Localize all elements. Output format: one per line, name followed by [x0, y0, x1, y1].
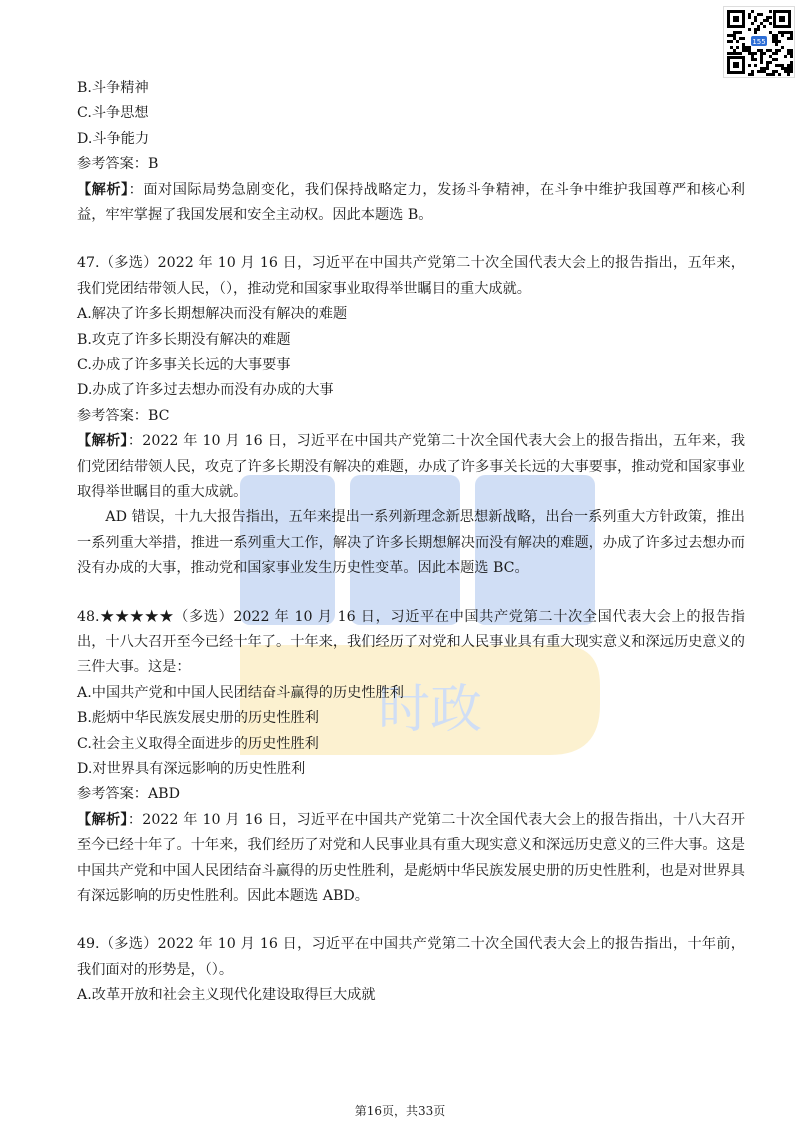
qr-code	[723, 6, 795, 78]
q47-answer: 参考答案：BC	[77, 407, 170, 424]
q46-option-b: B.斗争精神	[77, 80, 149, 96]
q48-stem: 48.★★★★★（多选）2022 年 10 月 16 日，习近平在中国共产党第二十次全国代表大会上的报告指出，十八大召开至今已经十年了。十年来，我们经历了对党和人民事业具有重大现实意义和深远历史意义的三件大事。这是：	[77, 608, 745, 676]
analysis-tag: 【解析】	[77, 811, 128, 828]
q49-stem: 49.（多选）2022 年 10 月 16 日，习近平在中国共产党第二十次全国代表大会上的报告指出，十年前，我们面对的形势是，（）。	[77, 936, 745, 978]
qr-badge: 155	[752, 38, 766, 46]
q46-option-d: D.斗争能力	[77, 130, 150, 147]
q47-option-c: C.办成了许多事关长远的大事要事	[77, 356, 291, 373]
analysis-tag: 【解析】	[77, 433, 128, 450]
q48-answer: 参考答案：ABD	[77, 786, 180, 803]
analysis-text: ：2022 年 10 月 16 日，习近平在中国共产党第二十次全国代表大会上的报告指出，十八大召开至今已经十年了。十年来，我们经历了对党和人民事业具有重大现实意义和深远历史意义的三件大事。这是中国共产党和中国人民团结奋斗赢得的历史性胜利，是彪炳中华民族发展史册的历史性胜利，也是对世界具有深远影响的历史性胜利。因此本题选 ABD。	[77, 811, 746, 904]
q48-analysis	[77, 808, 745, 910]
q48-option-a: A.中国共产党和中国人民团结奋斗赢得的历史性胜利	[77, 684, 404, 701]
analysis-text: ：2022 年 10 月 16 日，习近平在中国共产党第二十次全国代表大会上的报告指出，五年来，我们党团结带领人民，攻克了许多长期没有解决的难题，办成了许多事关长远的大事要事，推动党和国家事业取得举世瞩目的重大成就。	[77, 433, 746, 500]
q47-option-a: A.解决了许多长期想解决而没有解决的难题	[77, 306, 348, 323]
q47-option-b: B.攻克了许多长期没有解决的难题	[77, 331, 291, 348]
q47-stem: 47.（多选）2022 年 10 月 16 日，习近平在中国共产党第二十次全国代表大会上的报告指出，五年来，我们党团结带领人民，（），推动党和国家事业取得举世瞩目的重大成就。	[77, 255, 745, 297]
page-number: 第16页，共33页	[354, 1104, 446, 1118]
q47-analysis	[77, 429, 745, 505]
q46-answer: 参考答案：B	[77, 156, 159, 173]
q46-option-c: C.斗争思想	[77, 105, 149, 122]
q48-option-c: C.社会主义取得全面进步的历史性胜利	[77, 735, 319, 752]
analysis-tag: 【解析】	[77, 181, 129, 198]
qr-code-graphic	[724, 7, 794, 77]
q48-option-b: B.彪炳中华民族发展史册的历史性胜利	[77, 710, 319, 727]
page-content	[77, 76, 745, 1009]
analysis-text: ：面对国际局势急剧变化，我们保持战略定力，发扬斗争精神，在斗争中维护我国尊严和核心利益，牢牢掌握了我国发展和安全主动权。因此本题选 B。	[77, 181, 745, 223]
q48-option-d: D.对世界具有深远影响的历史性胜利	[77, 760, 306, 777]
q46-analysis	[77, 178, 745, 229]
watermark-text: 时政	[377, 680, 483, 740]
q49-option-a: A.改革开放和社会主义现代化建设取得巨大成就	[77, 987, 376, 1004]
q47-analysis-2: AD 错误，十九大报告指出，五年来提出一系列新理念新思想新战略，出台一系列重大方针政策，推出一系列重大举措，推进一系列重大工作，解决了许多长期想解决而没有解决的难题，办成了许多过去想办而没有办成的大事，推动党和国家事业发生历史性变革。因此本题选 BC。	[77, 509, 745, 577]
q47-option-d: D.办成了许多过去想办而没有办成的大事	[77, 382, 334, 399]
